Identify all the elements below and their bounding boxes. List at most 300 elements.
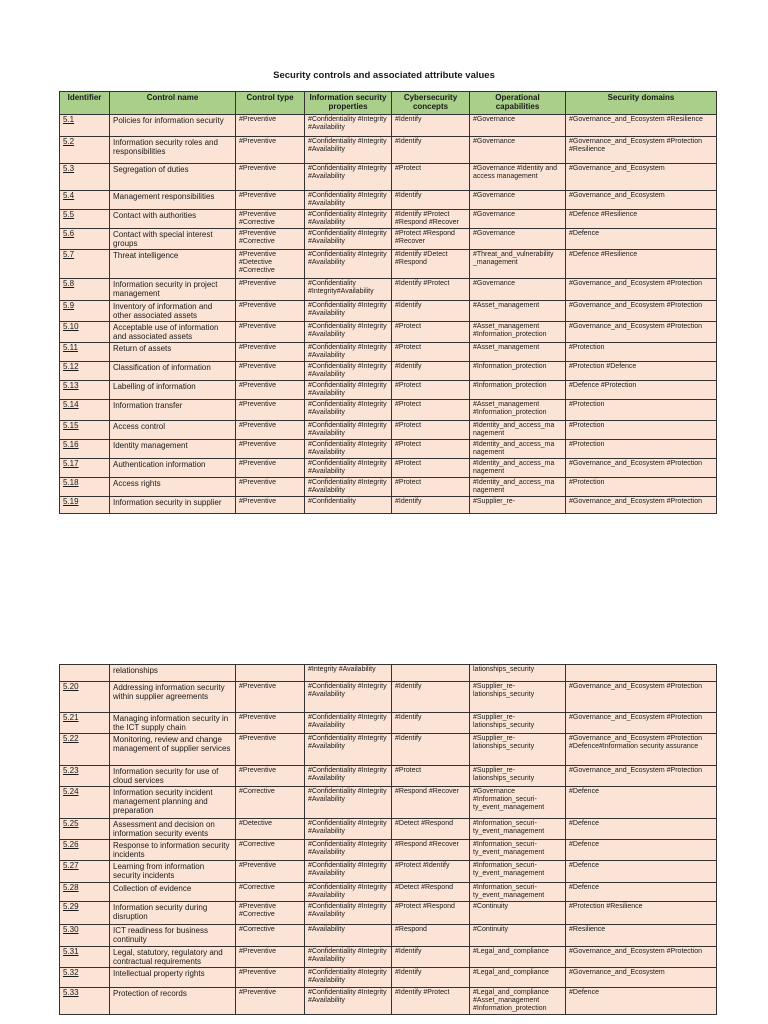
operational-capabilities-cell: #Supplier_re- [470, 497, 566, 514]
operational-capabilities-cell: #Identity_and_access_ma nagement [470, 459, 566, 478]
control-name-cell: Acceptable use of information and associated assets [110, 322, 236, 343]
control-identifier [60, 459, 110, 478]
cybersecurity-concepts-cell: #Protect [392, 459, 470, 478]
control-type-cell: #Preventive [236, 682, 305, 713]
operational-capabilities-cell: #Governance #Identity and access management [470, 164, 566, 191]
security-domains-cell: #Defence #Resilience [566, 250, 717, 279]
table-header-row [60, 92, 717, 115]
cybersecurity-concepts-cell: #Protect [392, 478, 470, 497]
control-identifier-link[interactable]: 5.3 [63, 164, 75, 173]
cybersecurity-concepts-cell: #Identify [392, 497, 470, 514]
security-domains-cell: #Defence [566, 840, 717, 861]
control-name-cell: Information security roles and responsibilities [110, 137, 236, 164]
security-domains-cell: #Resilience [566, 925, 717, 947]
header-information-security-properties: Information security properties [305, 92, 392, 115]
control-type-cell: #Preventive [236, 459, 305, 478]
control-name-cell: Information security during disruption [110, 902, 236, 925]
control-identifier [60, 819, 110, 840]
control-identifier [60, 988, 110, 1015]
control-name-cell: Monitoring, review and change management of supplier services [110, 734, 236, 766]
control-type-cell: #Preventive [236, 362, 305, 381]
control-identifier-link[interactable]: 5.15 [63, 421, 79, 430]
control-type-cell: #Preventive [236, 947, 305, 968]
security-domains-cell: #Governance_and_Ecosystem #Protection [566, 459, 717, 478]
control-name-cell: Protection of records [110, 988, 236, 1015]
security-properties-cell: #Confidentiality #Integrity #Availability [305, 787, 392, 819]
control-type-cell: #Preventive [236, 301, 305, 322]
control-name-cell: Assessment and decision on information security events [110, 819, 236, 840]
cybersecurity-concepts-cell: #Identify [392, 191, 470, 210]
security-properties-cell: #Confidentiality #Integrity #Availability [305, 137, 392, 164]
control-type-cell: #Preventive [236, 440, 305, 459]
security-domains-cell: #Defence [566, 229, 717, 250]
control-name-cell: Information security in project management [110, 279, 236, 301]
control-identifier-link[interactable]: 5.5 [63, 210, 75, 219]
security-domains-cell: #Protection [566, 440, 717, 459]
security-domains-cell: #Protection #Defence [566, 362, 717, 381]
cybersecurity-concepts-cell: #Protect #Respond #Recover [392, 229, 470, 250]
control-name-cell: ICT readiness for business continuity [110, 925, 236, 947]
table-row [60, 478, 717, 497]
control-name-cell: Management responsibilities [110, 191, 236, 210]
control-type-cell: #Preventive [236, 343, 305, 362]
table-row [60, 819, 717, 840]
security-properties-cell: #Confidentiality #Integrity #Availability [305, 947, 392, 968]
control-identifier-link[interactable]: 5.21 [63, 713, 79, 722]
table-row [60, 497, 717, 514]
cybersecurity-concepts-cell: #Protect [392, 421, 470, 440]
operational-capabilities-cell: #Asset_management #Information_protection [470, 322, 566, 343]
control-identifier-link[interactable]: 5.26 [63, 840, 79, 849]
cybersecurity-concepts-cell: #Identify [392, 137, 470, 164]
control-identifier [60, 665, 110, 682]
table-row [60, 210, 717, 229]
operational-capabilities-cell: lationships_security [470, 665, 566, 682]
control-type-cell: #Preventive [236, 164, 305, 191]
control-name-cell: Policies for information security [110, 115, 236, 137]
table-row [60, 787, 717, 819]
control-identifier-link[interactable]: 5.17 [63, 459, 79, 468]
security-domains-cell: #Governance_and_Ecosystem #Protection [566, 322, 717, 343]
control-name-cell: Information transfer [110, 400, 236, 421]
control-type-cell: #Preventive [236, 115, 305, 137]
control-type-cell: #Preventive [236, 713, 305, 734]
cybersecurity-concepts-cell: #Respond [392, 925, 470, 947]
control-identifier [60, 362, 110, 381]
operational-capabilities-cell: #Asset_management #Information_protection [470, 400, 566, 421]
cybersecurity-concepts-cell: #Identify [392, 362, 470, 381]
table-row [60, 682, 717, 713]
table-title: Security controls and associated attribute values [273, 70, 495, 81]
cybersecurity-concepts-cell [392, 665, 470, 682]
security-properties-cell: #Confidentiality #Integrity #Availability [305, 421, 392, 440]
control-identifier-link[interactable]: 5.6 [63, 229, 75, 238]
operational-capabilities-cell: #Governance #Information_securi- ty_event_management [470, 787, 566, 819]
cybersecurity-concepts-cell: #Respond #Recover [392, 840, 470, 861]
control-identifier [60, 682, 110, 713]
control-identifier-link[interactable]: 5.11 [63, 343, 78, 352]
cybersecurity-concepts-cell: #Protect [392, 381, 470, 400]
controls-table-part-2 [59, 664, 717, 1015]
security-domains-cell: #Defence [566, 787, 717, 819]
operational-capabilities-cell: #Governance [470, 137, 566, 164]
control-identifier [60, 301, 110, 322]
cybersecurity-concepts-cell: #Identify #Detect #Respond [392, 250, 470, 279]
operational-capabilities-cell: #Supplier_re- lationships_security [470, 682, 566, 713]
header-identifier: Identifier [60, 92, 110, 115]
security-domains-cell: #Protection #Resilience [566, 902, 717, 925]
security-properties-cell: #Confidentiality #Integrity #Availability [305, 322, 392, 343]
security-properties-cell: #Integrity #Availability [305, 665, 392, 682]
header-cybersecurity-concepts: Cybersecurity concepts [392, 92, 470, 115]
control-type-cell: #Preventive [236, 381, 305, 400]
table-row [60, 229, 717, 250]
control-type-cell: #Preventive [236, 478, 305, 497]
operational-capabilities-cell: #Governance [470, 279, 566, 301]
security-properties-cell: #Confidentiality #Integrity #Availability [305, 400, 392, 421]
control-identifier-link[interactable]: 5.12 [63, 362, 79, 371]
cybersecurity-concepts-cell: #Protect [392, 400, 470, 421]
table-row [60, 115, 717, 137]
operational-capabilities-cell: #Governance [470, 191, 566, 210]
control-name-cell: Identity management [110, 440, 236, 459]
control-type-cell: #Detective [236, 819, 305, 840]
control-type-cell: #Preventive [236, 191, 305, 210]
security-domains-cell: #Protection [566, 343, 717, 362]
control-identifier-link[interactable]: 5.2 [63, 137, 75, 146]
control-identifier [60, 250, 110, 279]
control-type-cell: #Preventive #Corrective [236, 229, 305, 250]
operational-capabilities-cell: #Identity_and_access_ma nagement [470, 421, 566, 440]
table-row [60, 925, 717, 947]
security-properties-cell: #Confidentiality #Integrity #Availability [305, 301, 392, 322]
security-properties-cell: #Confidentiality [305, 497, 392, 514]
control-identifier [60, 400, 110, 421]
security-properties-cell: #Confidentiality #Integrity #Availability [305, 713, 392, 734]
control-name-cell: Response to information security incidents [110, 840, 236, 861]
operational-capabilities-cell: #Governance [470, 229, 566, 250]
control-name-cell: Managing information security in the ICT supply chain [110, 713, 236, 734]
operational-capabilities-cell: #Information_securi- ty_event_management [470, 861, 566, 883]
cybersecurity-concepts-cell: #Identify [392, 734, 470, 766]
control-name-cell: Labelling of information [110, 381, 236, 400]
control-name-cell: Threat intelligence [110, 250, 236, 279]
security-domains-cell: #Governance_and_Ecosystem #Protection #Defence#Information security assurance [566, 734, 717, 766]
table-row [60, 400, 717, 421]
control-identifier [60, 713, 110, 734]
operational-capabilities-cell: #Information_securi- ty_event_management [470, 840, 566, 861]
control-name-cell: relationships [110, 665, 236, 682]
security-domains-cell: #Governance_and_Ecosystem #Protection [566, 713, 717, 734]
table-row [60, 301, 717, 322]
cybersecurity-concepts-cell: #Protect [392, 766, 470, 787]
control-identifier-link[interactable]: 5.1 [63, 115, 75, 124]
cybersecurity-concepts-cell: #Protect #Identify [392, 861, 470, 883]
table-row [60, 279, 717, 301]
control-name-cell: Inventory of information and other associated assets [110, 301, 236, 322]
control-identifier [60, 440, 110, 459]
security-domains-cell: #Governance_and_Ecosystem #Protection [566, 279, 717, 301]
control-type-cell: #Preventive [236, 400, 305, 421]
control-identifier [60, 381, 110, 400]
control-identifier-link[interactable]: 5.13 [63, 381, 79, 390]
security-domains-cell: #Defence #Protection [566, 381, 717, 400]
security-domains-cell: #Protection [566, 400, 717, 421]
control-identifier-link[interactable]: 5.8 [63, 279, 75, 288]
security-properties-cell: #Confidentiality #Integrity #Availability [305, 883, 392, 902]
table-row [60, 322, 717, 343]
security-properties-cell: #Confidentiality #Integrity #Availability [305, 840, 392, 861]
operational-capabilities-cell: #Legal_and_compliance [470, 947, 566, 968]
table-row [60, 883, 717, 902]
control-identifier-link[interactable]: 5.32 [63, 968, 79, 977]
control-identifier [60, 322, 110, 343]
operational-capabilities-cell: #Information_protection [470, 381, 566, 400]
control-identifier [60, 861, 110, 883]
security-domains-cell: #Governance_and_Ecosystem [566, 164, 717, 191]
operational-capabilities-cell: #Threat_and_vulnerability _management [470, 250, 566, 279]
operational-capabilities-cell: #Information_protection [470, 362, 566, 381]
table-row [60, 766, 717, 787]
control-identifier-link[interactable]: 5.29 [63, 902, 79, 911]
control-type-cell: #Preventive [236, 279, 305, 301]
security-domains-cell: #Defence [566, 988, 717, 1015]
control-type-cell: #Preventive [236, 861, 305, 883]
control-type-cell: #Corrective [236, 840, 305, 861]
control-identifier-link[interactable]: 5.14 [63, 400, 79, 409]
table-row [60, 988, 717, 1015]
security-domains-cell: #Governance_and_Ecosystem #Protection [566, 301, 717, 322]
control-name-cell: Classification of information [110, 362, 236, 381]
security-properties-cell: #Confidentiality #Integrity #Availability [305, 734, 392, 766]
header-operational-capabilities: Operational capabilities [470, 92, 566, 115]
cybersecurity-concepts-cell: #Protect [392, 440, 470, 459]
security-domains-cell: #Governance_and_Ecosystem [566, 191, 717, 210]
control-identifier-link[interactable]: 5.20 [63, 682, 79, 691]
control-type-cell: #Preventive [236, 766, 305, 787]
control-identifier-link[interactable]: 5.30 [63, 925, 79, 934]
security-properties-cell: #Confidentiality #Integrity #Availability [305, 682, 392, 713]
control-identifier-link[interactable]: 5.23 [63, 766, 79, 775]
table-row [60, 250, 717, 279]
security-domains-cell: #Governance_and_Ecosystem #Protection [566, 766, 717, 787]
control-identifier [60, 478, 110, 497]
control-identifier [60, 766, 110, 787]
control-type-cell: #Preventive [236, 137, 305, 164]
control-identifier-link[interactable]: 5.25 [63, 819, 79, 828]
security-domains-cell: #Defence #Resilience [566, 210, 717, 229]
control-identifier [60, 229, 110, 250]
security-properties-cell: #Confidentiality #Integrity #Availability [305, 250, 392, 279]
operational-capabilities-cell: #Governance [470, 115, 566, 137]
control-identifier-link[interactable]: 5.9 [63, 301, 75, 310]
operational-capabilities-cell: #Information_securi- ty_event_management [470, 883, 566, 902]
control-type-cell [236, 665, 305, 682]
cybersecurity-concepts-cell: #Protect [392, 343, 470, 362]
security-properties-cell: #Confidentiality #Integrity #Availability [305, 164, 392, 191]
cybersecurity-concepts-cell: #Identify [392, 682, 470, 713]
operational-capabilities-cell: #Asset_management [470, 343, 566, 362]
control-identifier [60, 210, 110, 229]
table-row [60, 968, 717, 988]
control-identifier [60, 191, 110, 210]
cybersecurity-concepts-cell: #Identify #Protect [392, 279, 470, 301]
control-identifier [60, 279, 110, 301]
control-identifier-link[interactable]: 5.16 [63, 440, 79, 449]
security-properties-cell: #Confidentiality #Integrity #Availability [305, 362, 392, 381]
control-identifier [60, 947, 110, 968]
table-row [60, 381, 717, 400]
header-control-type: Control type [236, 92, 305, 115]
security-properties-cell: #Confidentiality #Integrity #Availability [305, 210, 392, 229]
security-properties-cell: #Confidentiality #Integrity #Availability [305, 819, 392, 840]
control-identifier-link[interactable]: 5.33 [63, 988, 79, 997]
security-properties-cell: #Confidentiality #Integrity #Availability [305, 459, 392, 478]
control-name-cell: Return of assets [110, 343, 236, 362]
control-type-cell: #Corrective [236, 925, 305, 947]
table-row [60, 902, 717, 925]
cybersecurity-concepts-cell: #Protect #Respond [392, 902, 470, 925]
operational-capabilities-cell: #Continuity [470, 925, 566, 947]
control-identifier-link[interactable]: 5.10 [63, 322, 79, 331]
cybersecurity-concepts-cell: #Identify [392, 968, 470, 988]
security-domains-cell: #Governance_and_Ecosystem #Protection #Resilience [566, 137, 717, 164]
control-identifier-link[interactable]: 5.19 [63, 497, 79, 506]
security-properties-cell: #Confidentiality #Integrity #Availability [305, 478, 392, 497]
security-properties-cell: #Confidentiality #Integrity #Availability [305, 902, 392, 925]
cybersecurity-concepts-cell: #Detect #Respond [392, 819, 470, 840]
control-identifier-link[interactable]: 5.27 [63, 861, 79, 870]
control-name-cell: Segregation of duties [110, 164, 236, 191]
control-name-cell: Contact with authorities [110, 210, 236, 229]
control-identifier [60, 902, 110, 925]
control-identifier [60, 840, 110, 861]
security-properties-cell: #Availability [305, 925, 392, 947]
operational-capabilities-cell: #Supplier_re- lationships_security [470, 766, 566, 787]
control-name-cell: Contact with special interest groups [110, 229, 236, 250]
control-identifier-link[interactable]: 5.24 [63, 787, 79, 796]
security-domains-cell: #Defence [566, 861, 717, 883]
table-row [60, 191, 717, 210]
operational-capabilities-cell: #Supplier_re- lationships_security [470, 713, 566, 734]
security-domains-cell: #Protection [566, 478, 717, 497]
security-domains-cell: #Governance_and_Ecosystem #Protection [566, 682, 717, 713]
table-row [60, 137, 717, 164]
control-identifier [60, 883, 110, 902]
control-name-cell: Access rights [110, 478, 236, 497]
table-row [60, 734, 717, 766]
cybersecurity-concepts-cell: #Identify [392, 713, 470, 734]
control-identifier-link[interactable]: 5.7 [63, 250, 75, 259]
table-row [60, 861, 717, 883]
control-name-cell: Collection of evidence [110, 883, 236, 902]
control-type-cell: #Corrective [236, 787, 305, 819]
cybersecurity-concepts-cell: #Identify #Protect #Respond #Recover [392, 210, 470, 229]
cybersecurity-concepts-cell: #Identify [392, 115, 470, 137]
control-name-cell: Addressing information security within supplier agreements [110, 682, 236, 713]
security-properties-cell: #Confidentiality #Integrity #Availability [305, 988, 392, 1015]
security-domains-cell: #Governance_and_Ecosystem #Resilience [566, 115, 717, 137]
table-row [60, 362, 717, 381]
control-identifier [60, 115, 110, 137]
operational-capabilities-cell: #Supplier_re- lationships_security [470, 734, 566, 766]
control-type-cell: #Preventive #Corrective [236, 902, 305, 925]
security-properties-cell: #Confidentiality #Integrity#Availability [305, 279, 392, 301]
cybersecurity-concepts-cell: #Identify [392, 947, 470, 968]
control-identifier [60, 734, 110, 766]
table-row [60, 665, 717, 682]
control-type-cell: #Preventive [236, 968, 305, 988]
operational-capabilities-cell: #Legal_and_compliance [470, 968, 566, 988]
cybersecurity-concepts-cell: #Protect [392, 322, 470, 343]
control-name-cell: Authentication information [110, 459, 236, 478]
table-row [60, 421, 717, 440]
control-identifier [60, 925, 110, 947]
control-type-cell: #Preventive #Corrective [236, 210, 305, 229]
control-type-cell: #Preventive [236, 497, 305, 514]
security-domains-cell: #Governance_and_Ecosystem #Protection [566, 497, 717, 514]
control-type-cell: #Corrective [236, 883, 305, 902]
security-properties-cell: #Confidentiality #Integrity #Availability [305, 229, 392, 250]
table-row [60, 947, 717, 968]
security-properties-cell: #Confidentiality #Integrity #Availability [305, 343, 392, 362]
cybersecurity-concepts-cell: #Protect [392, 164, 470, 191]
security-properties-cell: #Confidentiality #Integrity #Availability [305, 766, 392, 787]
control-name-cell: Access control [110, 421, 236, 440]
control-name-cell: Learning from information security incidents [110, 861, 236, 883]
operational-capabilities-cell: #Legal_and_compliance #Asset_management #Information_protection [470, 988, 566, 1015]
control-type-cell: #Preventive [236, 421, 305, 440]
operational-capabilities-cell: #Information_securi- ty_event_management [470, 819, 566, 840]
control-name-cell: Information security for use of cloud services [110, 766, 236, 787]
operational-capabilities-cell: #Asset_management [470, 301, 566, 322]
security-domains-cell: #Governance_and_Ecosystem #Protection [566, 947, 717, 968]
control-identifier-link[interactable]: 5.4 [63, 191, 75, 200]
security-properties-cell: #Confidentiality #Integrity #Availability [305, 968, 392, 988]
control-identifier [60, 137, 110, 164]
table-row [60, 343, 717, 362]
header-control-name: Control name [110, 92, 236, 115]
control-name-cell: Information security incident management planning and preparation [110, 787, 236, 819]
operational-capabilities-cell: #Identity_and_access_ma nagement [470, 440, 566, 459]
control-name-cell: Legal, statutory, regulatory and contractual requirements [110, 947, 236, 968]
cybersecurity-concepts-cell: #Identify #Protect [392, 988, 470, 1015]
table-row [60, 440, 717, 459]
security-domains-cell: #Defence [566, 819, 717, 840]
control-identifier-link[interactable]: 5.31 [63, 947, 79, 956]
control-identifier [60, 968, 110, 988]
control-identifier-link[interactable]: 5.18 [63, 478, 79, 487]
security-domains-cell [566, 665, 717, 682]
control-identifier [60, 164, 110, 191]
control-identifier-link[interactable]: 5.22 [63, 734, 79, 743]
security-properties-cell: #Confidentiality #Integrity #Availability [305, 381, 392, 400]
control-name-cell: Information security in supplier [110, 497, 236, 514]
security-domains-cell: #Defence [566, 883, 717, 902]
control-type-cell: #Preventive [236, 988, 305, 1015]
cybersecurity-concepts-cell: #Respond #Recover [392, 787, 470, 819]
operational-capabilities-cell: #Governance [470, 210, 566, 229]
control-identifier [60, 787, 110, 819]
control-name-cell: Intellectual property rights [110, 968, 236, 988]
control-type-cell: #Preventive #Detective #Corrective [236, 250, 305, 279]
security-properties-cell: #Confidentiality #Integrity #Availability [305, 191, 392, 210]
security-properties-cell: #Confidentiality #Integrity #Availability [305, 440, 392, 459]
security-properties-cell: #Confidentiality #Integrity #Availability [305, 861, 392, 883]
control-type-cell: #Preventive [236, 322, 305, 343]
control-identifier [60, 421, 110, 440]
control-identifier-link[interactable]: 5.28 [63, 883, 79, 892]
